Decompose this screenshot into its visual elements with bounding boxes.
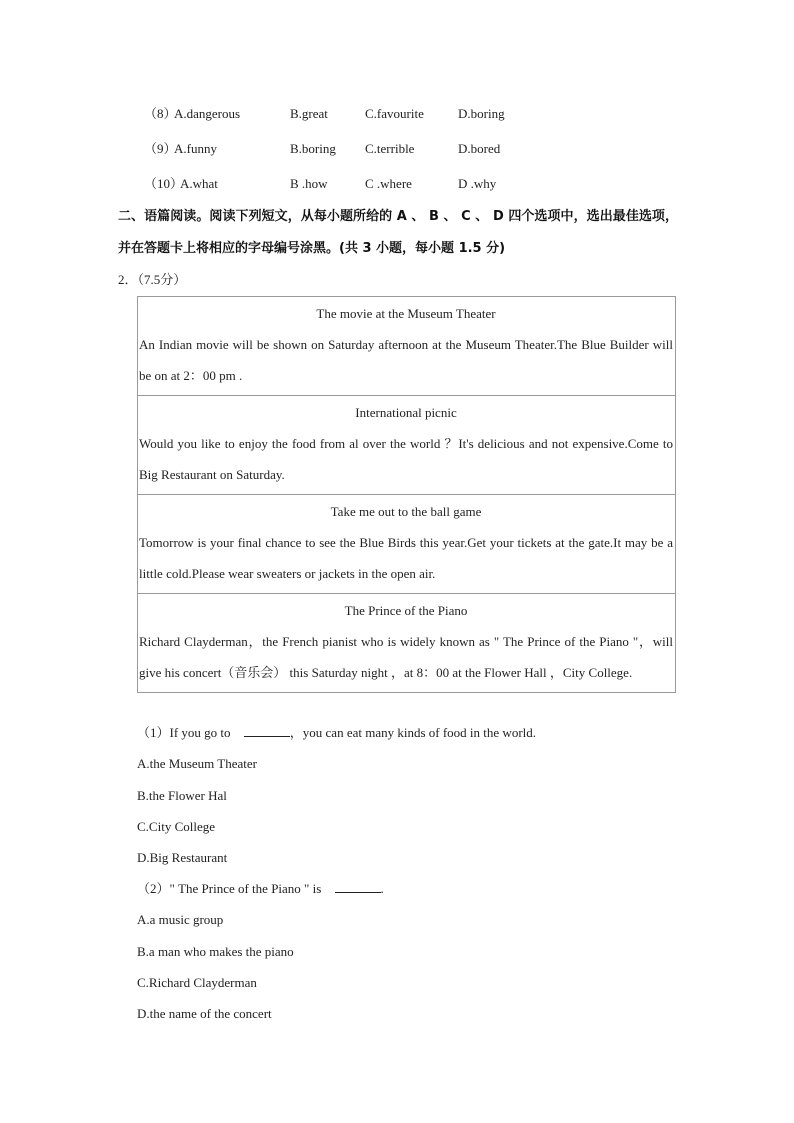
question-stem-1 xyxy=(137,723,536,743)
ad-body: Richard Clayderman，the French pianist who is widely known as " The Prince of the Piano "，will give his concert（音乐会） this Saturday night ，at 8：00 at the Flower Hall ，City College. xyxy=(139,634,673,680)
question-number: 2．（7.5分） xyxy=(118,272,187,287)
option-c: C.favourite xyxy=(365,106,424,121)
ad-body: Would you like to enjoy the food from al over the world ？It's delicious and not expensive.Come to Big Restaurant on Saturday. xyxy=(139,436,673,482)
option-number: （8） xyxy=(144,106,177,121)
option-a: A.what xyxy=(180,176,218,191)
choice-item: D.Big Restaurant xyxy=(137,850,228,865)
choice-item: C.Richard Clayderman xyxy=(137,975,257,990)
option-d: D.bored xyxy=(458,141,501,156)
option-b: B .how xyxy=(290,176,328,191)
stem-text: . xyxy=(380,881,384,896)
ad-body: Tomorrow is your final chance to see the Blue Birds this year.Get your tickets at the gate.It may be a little cold.Please wear sweaters or jackets in the open air. xyxy=(139,535,673,581)
choice-item: B.a man who makes the piano xyxy=(137,944,294,959)
answer-blank xyxy=(244,724,290,737)
ad-row xyxy=(138,594,676,693)
option-number: （9） xyxy=(144,141,177,156)
choice-item: B.the Flower Hal xyxy=(137,788,227,803)
stem-text: （1）If you go to xyxy=(137,725,231,740)
option-d: D .why xyxy=(458,176,497,191)
choice-item: A.the Museum Theater xyxy=(137,756,257,771)
choice-item: C.City College xyxy=(137,819,215,834)
ad-title: The Prince of the Piano xyxy=(344,603,468,618)
stem-text: ，you can eat many kinds of food in the world. xyxy=(289,725,537,740)
option-a: A.dangerous xyxy=(174,106,241,121)
ad-title: International picnic xyxy=(355,405,457,420)
option-c: C.terrible xyxy=(365,141,415,156)
ad-title: Take me out to the ball game xyxy=(330,504,482,519)
ad-row xyxy=(138,297,676,396)
choice-item: D.the name of the concert xyxy=(137,1006,272,1021)
option-a: A.funny xyxy=(174,141,217,156)
stem-text: （2）" The Prince of the Piano " is xyxy=(137,881,322,896)
question-stem-2 xyxy=(137,879,384,899)
choice-item: A.a music group xyxy=(137,912,224,927)
option-c: C .where xyxy=(365,176,412,191)
option-d: D.boring xyxy=(458,106,505,121)
option-number: （10） xyxy=(144,176,184,191)
ad-body: An Indian movie will be shown on Saturday afternoon at the Museum Theater.The Blue Builder will be on at 2：00 pm . xyxy=(139,337,673,383)
ad-row xyxy=(138,396,676,495)
answer-blank xyxy=(335,880,381,893)
ad-row xyxy=(138,495,676,594)
section-heading: 二、语篇阅读。阅读下列短文，从每小题所给的 A 、 B 、 C 、 D 四个选项中，选出最佳选项，并在答题卡上将相应的字母编号涂黑。(共 3 小题，每小题 1.5 分) xyxy=(118,209,678,256)
ad-title: The movie at the Museum Theater xyxy=(316,306,496,321)
option-b: B.great xyxy=(290,106,328,121)
option-b: B.boring xyxy=(290,141,336,156)
ads-table xyxy=(137,296,676,693)
